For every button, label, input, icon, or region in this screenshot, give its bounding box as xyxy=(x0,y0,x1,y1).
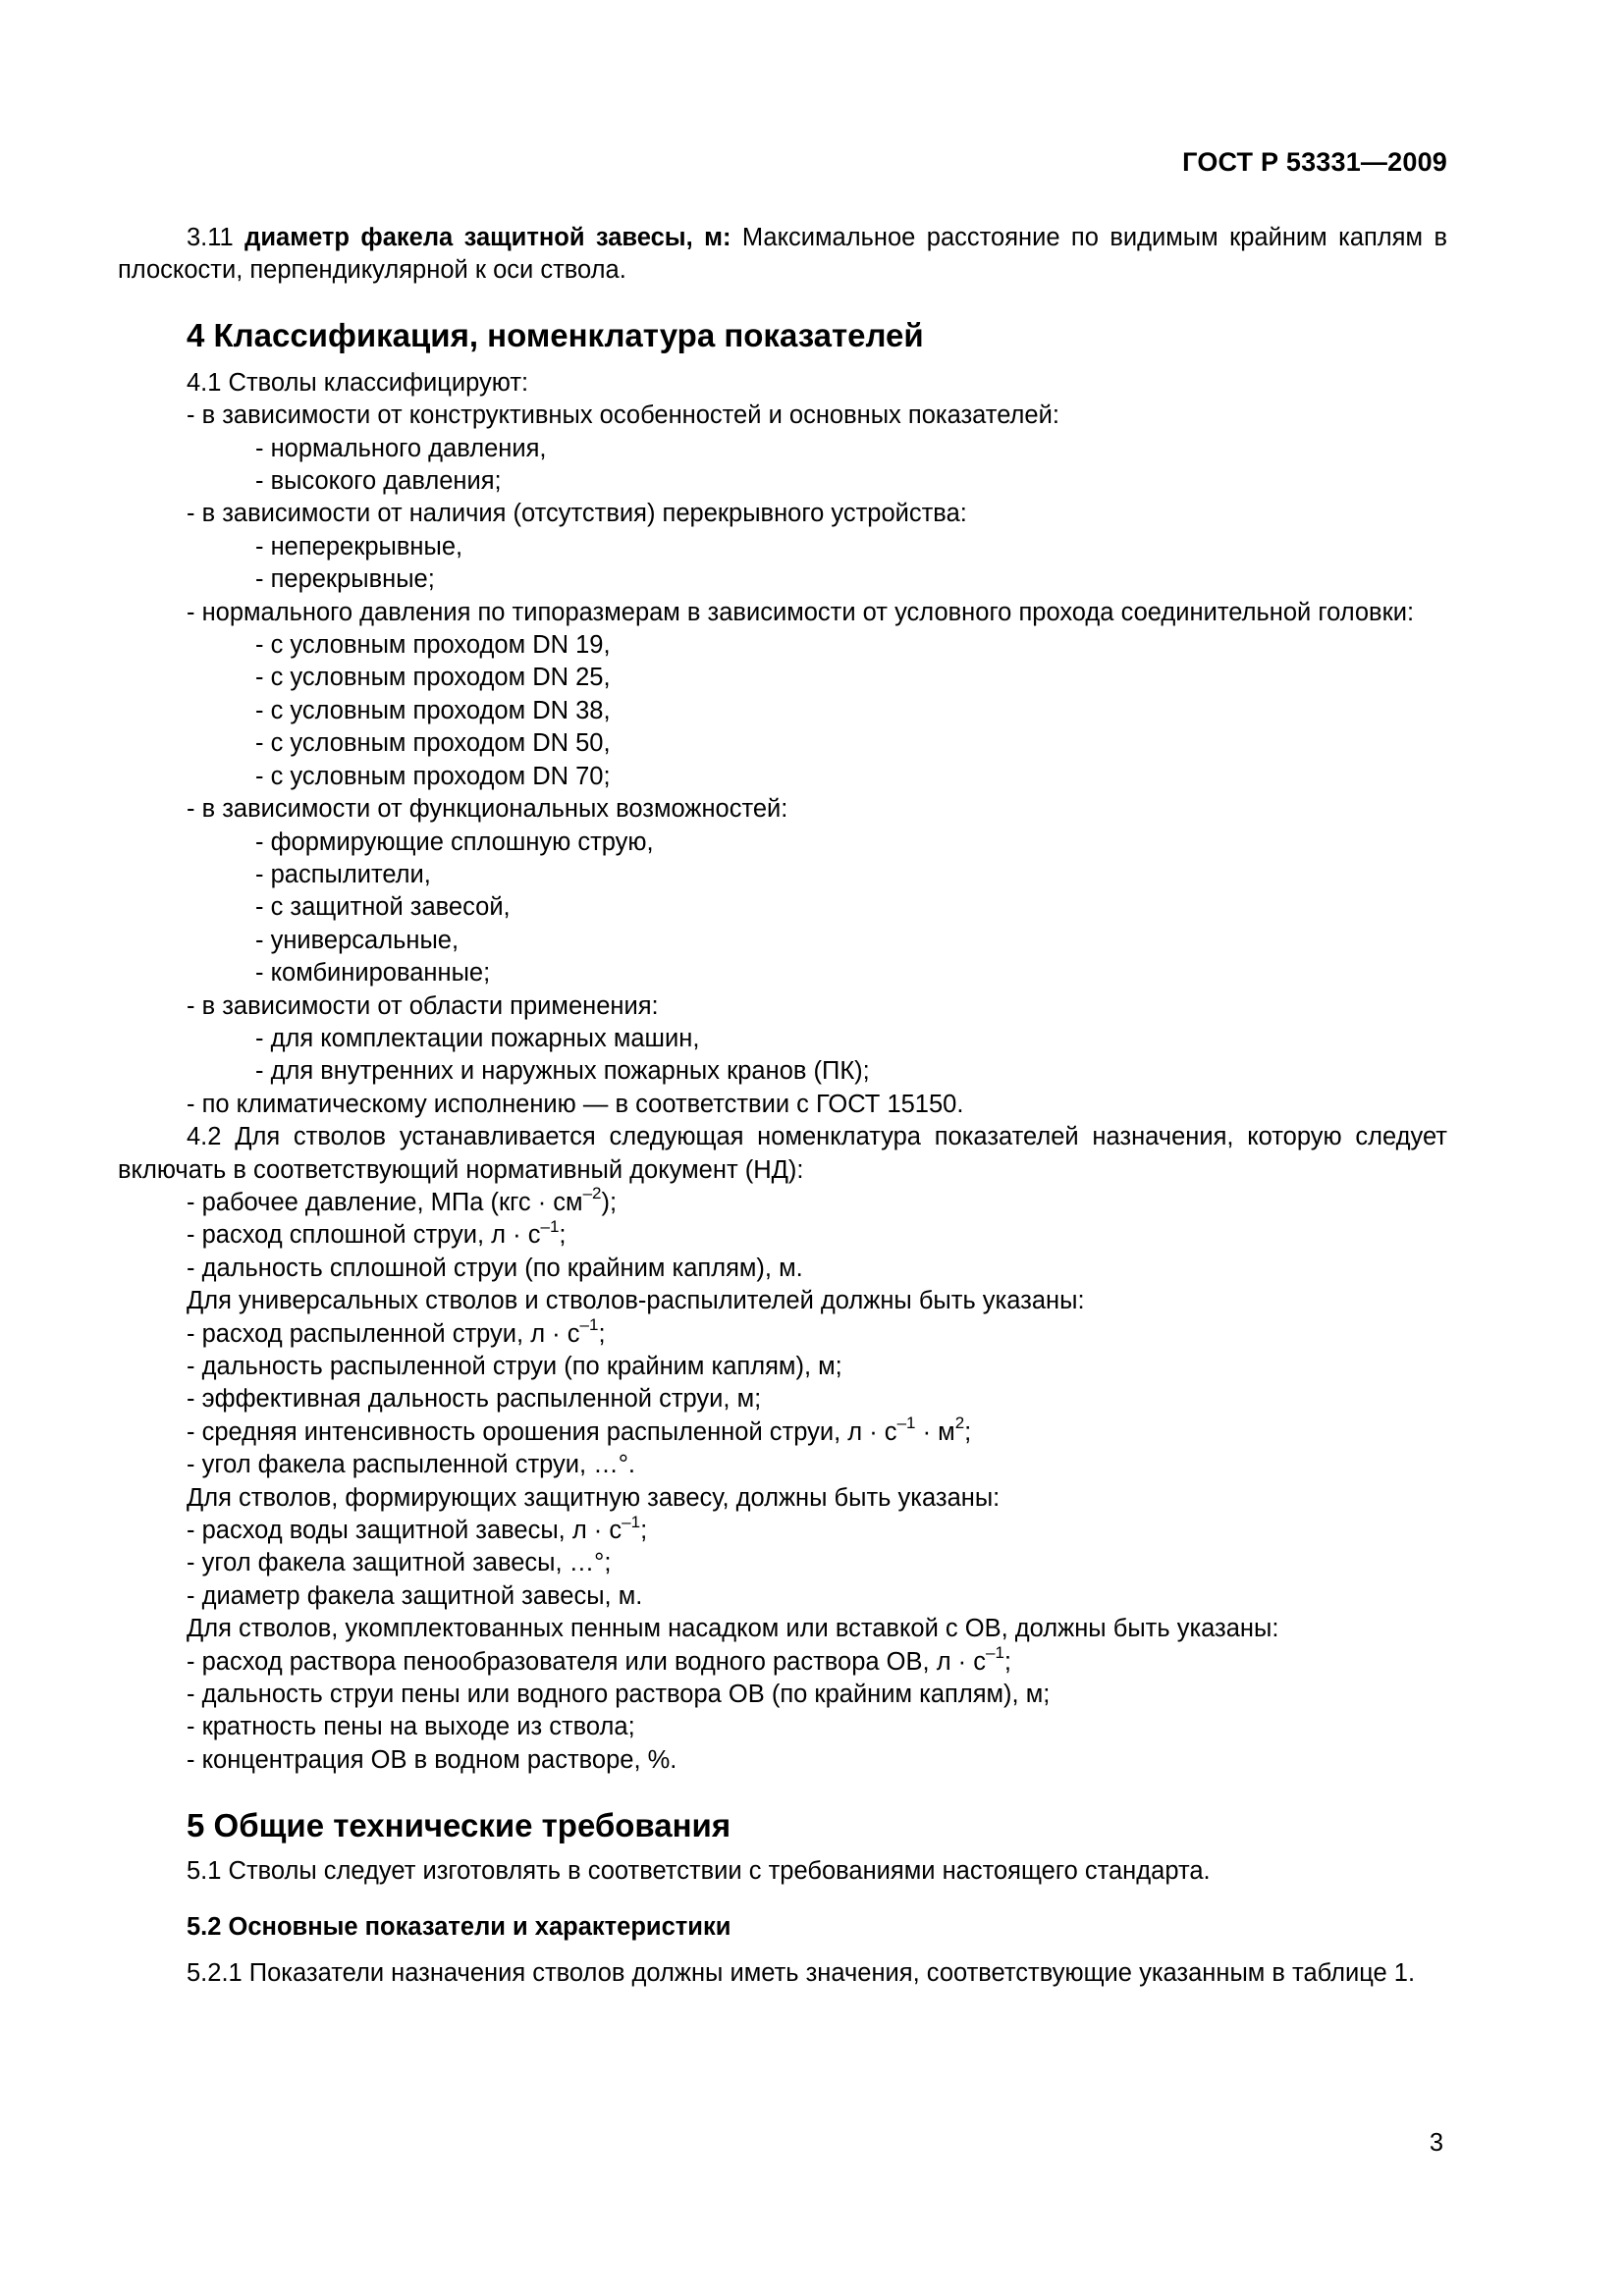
paragraph-5-2-1: 5.2.1 Показатели назначения стволов должны иметь значения, соответствующие указанным в таблице 1. xyxy=(187,1958,1416,1987)
foam-item: - дальность струи пены или водного раствора ОВ (по крайним каплям), м; xyxy=(187,1681,1051,1709)
definition-3-11 xyxy=(118,222,1447,288)
class-item: - перекрывные; xyxy=(255,565,435,594)
nomenclature-item: - дальность сплошной струи (по крайним каплям), м. xyxy=(187,1254,803,1282)
class-group-lead: - нормального давления по типоразмерам в зависимости от условного прохода соединительной головки: xyxy=(187,598,1415,626)
section-5-title: 5 Общие технические требования xyxy=(187,1807,731,1844)
universal-item: - средняя интенсивность орошения распыленной струи, $л \cdot с^{-1} \cdot м^2$; xyxy=(187,1414,972,1446)
foam-item: - концентрация ОВ в водном растворе, %. xyxy=(187,1745,677,1774)
class-group-lead: - в зависимости от наличия (отсутствия) перекрывного устройства: xyxy=(187,500,967,528)
nomenclature-item: - расход сплошной струи, $л \cdot с^{-1}$; xyxy=(187,1216,567,1250)
class-item: - с условным проходом DN 50, xyxy=(255,729,611,758)
universal-item: - угол факела распыленной струи, …°. xyxy=(187,1451,635,1479)
class-item: - распылители, xyxy=(255,860,431,888)
definition-text: Максимальное расстояние по видимым крайним каплям в плоскости, перпендикулярной к оси ствола. xyxy=(118,224,1447,285)
climatic-line: - по климатическому исполнению — в соответствии с ГОСТ 15150. xyxy=(187,1090,964,1118)
curtain-item: - расход воды защитной завесы, $л \cdot с^{-1}$; xyxy=(187,1512,648,1545)
class-item: - с условным проходом DN 38, xyxy=(255,696,611,724)
foam-item: - кратность пены на выходе из ствола; xyxy=(187,1713,635,1741)
class-item: - нормального давления, xyxy=(255,434,547,462)
class-item: - с защитной завесой, xyxy=(255,893,511,922)
definition-number: 3.11 xyxy=(187,224,234,251)
definition-term: диаметр факела защитной завесы, м: xyxy=(244,224,731,251)
curtain-item: - диаметр факела защитной завесы, м. xyxy=(187,1581,643,1610)
class-item: - универсальные, xyxy=(255,926,460,954)
class-item: - с условным проходом DN 70; xyxy=(255,762,611,790)
class-item: - для комплектации пожарных машин, xyxy=(255,1024,700,1052)
class-item: - неперекрывные, xyxy=(255,532,463,561)
class-group-lead: - в зависимости от области применения: xyxy=(187,991,659,1020)
class-group-lead: - в зависимости от конструктивных особенностей и основных показателей: xyxy=(187,401,1059,430)
page-number: 3 xyxy=(1429,2129,1443,2157)
curtain-item: - угол факела защитной завесы, …°; xyxy=(187,1549,612,1577)
universal-lead: Для универсальных стволов и стволов-распылителей должны быть указаны: xyxy=(187,1287,1085,1315)
subsection-5-2-title: 5.2 Основные показатели и характеристики xyxy=(187,1912,731,1941)
paragraph-4-1: 4.1 Стволы классифицируют: xyxy=(187,368,529,397)
universal-item: - расход распыленной струи, $л \cdot с^{-1}$; xyxy=(187,1315,606,1348)
universal-item: - дальность распыленной струи (по крайним каплям), м; xyxy=(187,1353,842,1380)
foam-lead: Для стволов, укомплектованных пенным насадком или вставкой с ОВ, должны быть указаны: xyxy=(187,1615,1279,1643)
class-item: - с условным проходом DN 19, xyxy=(255,631,611,660)
class-item: - с условным проходом DN 25, xyxy=(255,664,611,692)
class-item: - для внутренних и наружных пожарных кранов (ПК); xyxy=(255,1057,870,1086)
class-item: - высокого давления; xyxy=(255,467,502,496)
class-item: - комбинированные; xyxy=(255,959,491,988)
paragraph-4-2: 4.2 Для стволов устанавливается следующая номенклатура показателей назначения, которую следует включать в соответствующий нормативный документ (НД): xyxy=(118,1123,1447,1184)
universal-item: - эффективная дальность распыленной струи, м; xyxy=(187,1385,762,1414)
foam-item: - расход раствора пенообразователя или водного раствора ОВ, $л \cdot с^{-1}$; xyxy=(187,1643,1011,1676)
document-header: ГОСТ Р 53331—2009 xyxy=(1182,147,1447,177)
section-4-title: 4 Классификация, номенклатура показателей xyxy=(187,316,924,353)
paragraph-5-1: 5.1 Стволы следует изготовлять в соответствии с требованиями настоящего стандарта. xyxy=(187,1857,1211,1886)
class-group-lead: - в зависимости от функциональных возможностей: xyxy=(187,795,788,824)
nomenclature-item: - рабочее давление, МПа $(кгс \cdot см^{-2})$; xyxy=(187,1184,618,1216)
document-body xyxy=(118,222,1447,1990)
curtain-lead: Для стволов, формирующих защитную завесу, должны быть указаны: xyxy=(187,1483,1001,1512)
class-item: - формирующие сплошную струю, xyxy=(255,828,654,856)
